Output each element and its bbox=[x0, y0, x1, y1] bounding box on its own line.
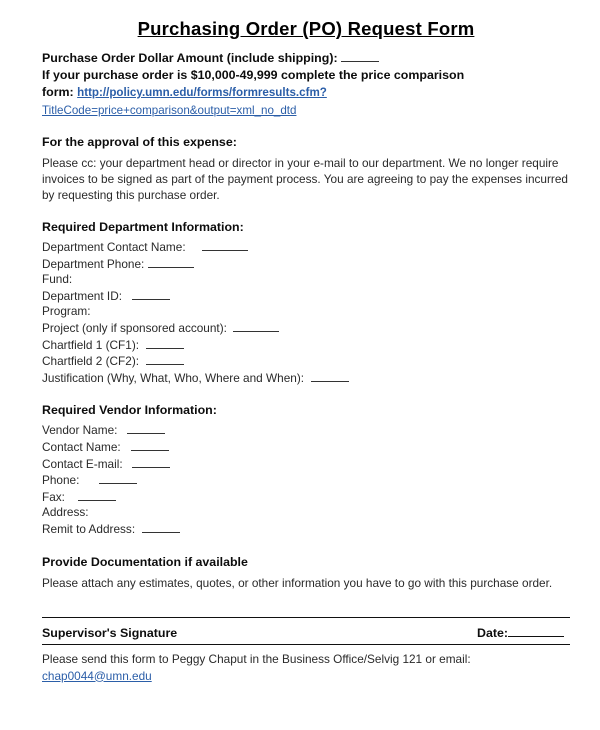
date-field[interactable] bbox=[477, 624, 564, 640]
footer-email-row bbox=[42, 667, 570, 685]
field-label: Fax: bbox=[42, 489, 65, 504]
threshold-line-1: If your purchase order is $10,000-49,999 complete the price comparison bbox=[42, 68, 465, 82]
field-row bbox=[42, 256, 570, 273]
signature-row bbox=[42, 624, 570, 640]
documentation-text: Please attach any estimates, quotes, or other information you have to go with this purchase order. bbox=[42, 575, 553, 590]
field-row bbox=[42, 239, 570, 256]
field-row bbox=[42, 456, 570, 473]
field-row bbox=[42, 370, 570, 387]
amount-blank[interactable] bbox=[341, 50, 379, 62]
field-row bbox=[42, 337, 570, 354]
field-label: Remit to Address: bbox=[42, 521, 136, 536]
field-blank[interactable] bbox=[146, 353, 184, 365]
contact-email-link[interactable]: chap0044@umn.edu bbox=[42, 668, 152, 683]
field-label: Department Contact Name: bbox=[42, 240, 186, 254]
field-blank[interactable] bbox=[99, 472, 137, 484]
field-blank[interactable] bbox=[311, 370, 349, 382]
field-row bbox=[42, 272, 570, 288]
threshold-line-3 bbox=[42, 101, 570, 119]
footer-divider bbox=[42, 644, 570, 645]
field-row bbox=[42, 489, 570, 506]
field-label: Address: bbox=[42, 505, 89, 520]
approval-heading: For the approval of this expense: bbox=[42, 135, 237, 149]
price-comparison-link-continued[interactable]: TitleCode=price+comparison&output=xml_no_dtd bbox=[42, 104, 297, 117]
documentation-heading: Provide Documentation if available bbox=[42, 554, 248, 569]
field-blank[interactable] bbox=[202, 239, 248, 251]
vendor-heading: Required Vendor Information: bbox=[42, 403, 217, 418]
field-row bbox=[42, 521, 570, 538]
amount-label: Purchase Order Dollar Amount (include shipping): bbox=[42, 51, 338, 65]
amount-line bbox=[42, 50, 570, 67]
field-label: Contact Name: bbox=[42, 439, 121, 454]
field-label: Program: bbox=[42, 304, 91, 319]
field-label: Vendor Name: bbox=[42, 423, 118, 438]
field-blank[interactable] bbox=[233, 320, 279, 332]
field-blank[interactable] bbox=[78, 489, 116, 501]
field-blank[interactable] bbox=[132, 456, 170, 468]
field-label: Project (only if sponsored account): bbox=[42, 320, 227, 335]
field-blank[interactable] bbox=[142, 521, 180, 533]
date-blank[interactable] bbox=[508, 624, 564, 637]
price-comparison-link[interactable]: http://policy.umn.edu/forms/formresults.cfm? bbox=[77, 86, 327, 99]
field-label: Fund: bbox=[42, 272, 73, 287]
amount-section bbox=[42, 50, 570, 119]
field-row bbox=[42, 353, 570, 370]
threshold-form-label: form: bbox=[42, 85, 74, 99]
approval-text: Please cc: your department head or director in your e-mail to our department. We no longer require invoices to be signed as part of the payment process. You are agreeing to pay the expenses incurred by requesting this purchase order. bbox=[42, 156, 568, 202]
field-blank[interactable] bbox=[131, 439, 169, 451]
field-row bbox=[42, 505, 570, 521]
page-title: Purchasing Order (PO) Request Form bbox=[137, 18, 475, 39]
signature-divider bbox=[42, 617, 570, 618]
field-label: Phone: bbox=[42, 473, 80, 488]
department-heading: Required Department Information: bbox=[42, 220, 244, 234]
field-label: Department ID: bbox=[42, 288, 122, 303]
department-fields bbox=[42, 239, 570, 386]
field-row bbox=[42, 439, 570, 456]
field-blank[interactable] bbox=[127, 422, 165, 434]
field-label: Justification (Why, What, Who, Where and When): bbox=[42, 370, 305, 385]
footer-instructions: Please send this form to Peggy Chaput in the Business Office/Selvig 121 or email: bbox=[42, 651, 471, 666]
field-label: Contact E-mail: bbox=[42, 456, 123, 471]
field-label: Chartfield 2 (CF2): bbox=[42, 354, 140, 369]
field-row bbox=[42, 288, 570, 305]
field-blank[interactable] bbox=[146, 337, 184, 349]
field-row bbox=[42, 472, 570, 489]
field-row bbox=[42, 304, 570, 320]
signature-label: Supervisor's Signature bbox=[42, 625, 178, 640]
field-label: Chartfield 1 (CF1): bbox=[42, 337, 140, 352]
threshold-line-2 bbox=[42, 84, 570, 101]
vendor-fields bbox=[42, 422, 570, 537]
field-row bbox=[42, 320, 570, 337]
field-blank[interactable] bbox=[148, 256, 194, 268]
field-row bbox=[42, 422, 570, 439]
field-blank[interactable] bbox=[132, 288, 170, 300]
field-label: Department Phone: bbox=[42, 256, 145, 271]
date-label: Date: bbox=[477, 625, 508, 640]
